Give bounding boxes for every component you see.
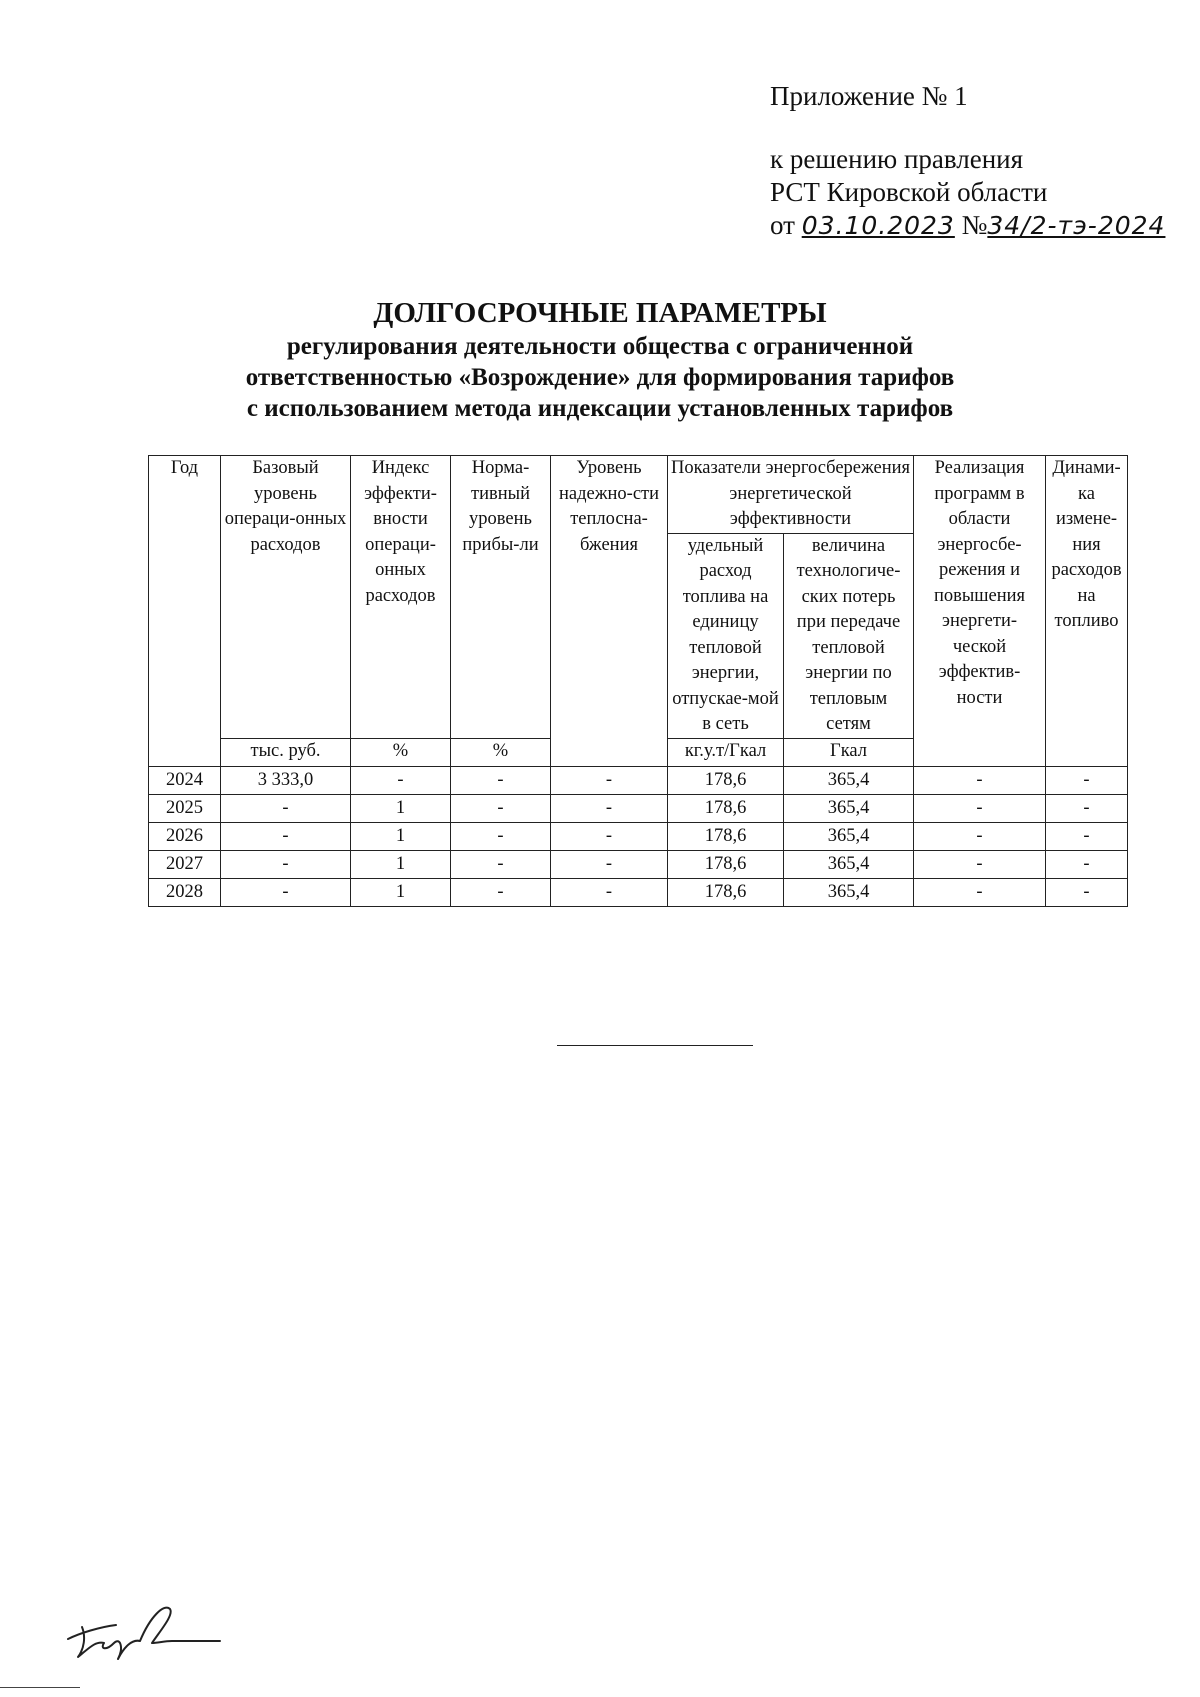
- cell-base-opex: 3 333,0: [221, 766, 351, 794]
- cell-fuel-dynamics: -: [1046, 766, 1128, 794]
- header-efficiency-index: Индекс эффекти-вности операци-онных расходов: [351, 456, 451, 739]
- header-profit-level: Норма-тивный уровень прибы-ли: [451, 456, 551, 739]
- cell-programs: -: [914, 766, 1046, 794]
- cell-year: 2024: [149, 766, 221, 794]
- date-prefix: от: [770, 210, 802, 240]
- cell-profit-level: -: [451, 850, 551, 878]
- cell-year: 2025: [149, 794, 221, 822]
- header-year: Год: [149, 456, 221, 767]
- cell-year: 2026: [149, 822, 221, 850]
- cell-profit-level: -: [451, 766, 551, 794]
- decision-date: 03.10.2023: [801, 211, 955, 240]
- footer-rule: [0, 1687, 80, 1688]
- cell-losses: 365,4: [784, 850, 914, 878]
- cell-programs: -: [914, 850, 1046, 878]
- signature-mark: [60, 1597, 230, 1667]
- title-sub-3: с использованием метода индексации установленных тарифов: [246, 395, 954, 422]
- appendix-block: [770, 80, 1190, 242]
- cell-reliability: -: [551, 766, 668, 794]
- cell-fuel-rate: 178,6: [668, 878, 784, 906]
- cell-losses: 365,4: [784, 878, 914, 906]
- header-energy-saving: Показатели энергосбережения энергетической эффективности: [668, 456, 914, 534]
- unit-efficiency-index: %: [351, 738, 451, 766]
- table-row: [149, 850, 1128, 878]
- unit-losses: Гкал: [784, 738, 914, 766]
- cell-year: 2027: [149, 850, 221, 878]
- cell-fuel-rate: 178,6: [668, 822, 784, 850]
- cell-profit-level: -: [451, 794, 551, 822]
- unit-base-opex: тыс. руб.: [221, 738, 351, 766]
- title-sub-1: регулирования деятельности общества с ограниченной: [286, 333, 914, 360]
- appendix-line-2: РСТ Кировской области: [770, 177, 1048, 207]
- cell-programs: -: [914, 878, 1046, 906]
- cell-reliability: -: [551, 878, 668, 906]
- table-row: [149, 822, 1128, 850]
- appendix-date-line: [770, 209, 1190, 242]
- cell-reliability: -: [551, 794, 668, 822]
- cell-fuel-dynamics: -: [1046, 822, 1128, 850]
- cell-fuel-dynamics: -: [1046, 878, 1128, 906]
- cell-profit-level: -: [451, 878, 551, 906]
- cell-reliability: -: [551, 850, 668, 878]
- cell-efficiency-index: 1: [351, 794, 451, 822]
- title-sub-2: ответственностью «Возрождение» для формирования тарифов: [245, 364, 955, 391]
- unit-fuel-rate: кг.у.т/Гкал: [668, 738, 784, 766]
- title-main: ДОЛГОСРОЧНЫЕ ПАРАМЕТРЫ: [373, 297, 827, 329]
- parameters-table: [148, 455, 1128, 907]
- table-row: [149, 794, 1128, 822]
- header-base-opex: Базовый уровень операци-онных расходов: [221, 456, 351, 739]
- cell-fuel-rate: 178,6: [668, 766, 784, 794]
- appendix-line-1: к решению правления: [770, 144, 1024, 174]
- cell-base-opex: -: [221, 850, 351, 878]
- cell-fuel-dynamics: -: [1046, 850, 1128, 878]
- header-reliability: Уровень надежно-сти теплосна-бжения: [551, 456, 668, 767]
- cell-base-opex: -: [221, 822, 351, 850]
- cell-base-opex: -: [221, 878, 351, 906]
- cell-year: 2028: [149, 878, 221, 906]
- end-divider: [557, 1045, 753, 1046]
- number-prefix: №: [954, 210, 988, 240]
- header-losses: величина технологиче-ских потерь при передаче тепловой энергии по тепловым сетям: [784, 533, 914, 738]
- cell-programs: -: [914, 822, 1046, 850]
- appendix-number: Приложение № 1: [770, 81, 968, 111]
- cell-profit-level: -: [451, 822, 551, 850]
- cell-efficiency-index: 1: [351, 850, 451, 878]
- table-row: [149, 878, 1128, 906]
- cell-efficiency-index: 1: [351, 878, 451, 906]
- cell-losses: 365,4: [784, 794, 914, 822]
- cell-losses: 365,4: [784, 766, 914, 794]
- header-programs: Реализация программ в области энергосбе-режения и повышения энергети-ческой эффектив-ности: [914, 456, 1046, 767]
- cell-efficiency-index: -: [351, 766, 451, 794]
- cell-reliability: -: [551, 822, 668, 850]
- cell-programs: -: [914, 794, 1046, 822]
- cell-fuel-dynamics: -: [1046, 794, 1128, 822]
- header-fuel-dynamics: Динами-ка измене-ния расходов на топливо: [1046, 456, 1128, 767]
- header-fuel-rate: удельный расход топлива на единицу тепловой энергии, отпускае-мой в сеть: [668, 533, 784, 738]
- table-row: [149, 766, 1128, 794]
- cell-efficiency-index: 1: [351, 822, 451, 850]
- cell-losses: 365,4: [784, 822, 914, 850]
- document-title: [140, 295, 1060, 424]
- unit-profit-level: %: [451, 738, 551, 766]
- decision-number: 34/2-тэ-2024: [987, 211, 1166, 240]
- cell-fuel-rate: 178,6: [668, 794, 784, 822]
- cell-base-opex: -: [221, 794, 351, 822]
- cell-fuel-rate: 178,6: [668, 850, 784, 878]
